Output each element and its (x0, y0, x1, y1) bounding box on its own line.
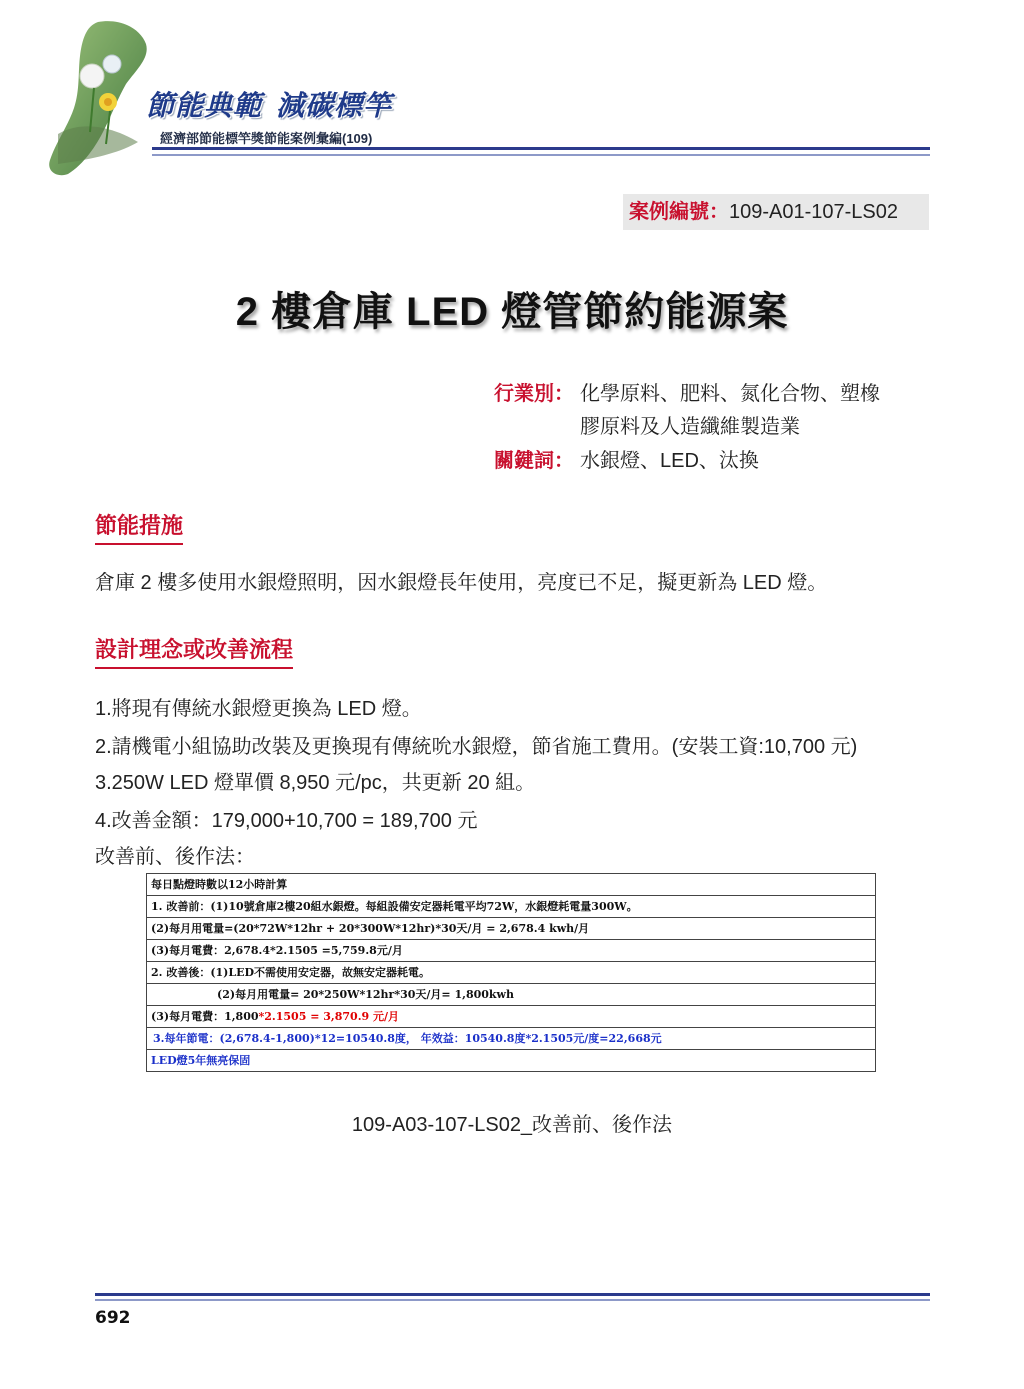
design-item-3: 3.250W LED 燈單價 8,950 元/pc，共更新 20 組。 (95, 772, 536, 794)
monthly-cost-after-highlight: *2.1505 = 3,870.9 元/月 (258, 1010, 400, 1023)
banner-title-part2: 減碳標竿 (276, 89, 393, 122)
table-cell: LED燈5年無亮保固 (147, 1050, 876, 1072)
table-row (147, 1006, 876, 1028)
industry-label: 行業別： (494, 383, 574, 405)
table-row (147, 874, 876, 896)
design-item-1: 1.將現有傳統水銀燈更換為 LED 燈。 (95, 698, 422, 720)
banner-title-part1: 節能典範 (146, 89, 263, 122)
case-number-label: 案例編號： (629, 201, 729, 223)
case-number-value: 109-A01-107-LS02 (729, 201, 899, 223)
table-cell: 2. 改善後：(1)LED不需使用安定器，故無安定器耗電。 (147, 962, 876, 984)
table-cell: 1. 改善前：(1)10號倉庫2樓20組水銀燈。每組設備安定器耗電平均72W，水銀燈耗電量300W。 (147, 896, 876, 918)
header-divider (152, 147, 930, 156)
table-row (147, 984, 876, 1006)
table-row (147, 962, 876, 984)
table-cell: 每日點燈時數以12小時計算 (147, 874, 876, 896)
table-cell: 3.每年節電：(2,678.4-1,800)*12=10540.8度， 年效益：10540.8度*2.1505元/度=22,668元 (147, 1028, 876, 1050)
industry-line-1: 化學原料、肥料、氮化合物、塑橡 (580, 383, 880, 405)
measures-text: 倉庫 2 樓多使用水銀燈照明，因水銀燈長年使用，亮度已不足，擬更新為 LED 燈。 (95, 572, 828, 594)
table-caption: 109-A03-107-LS02_改善前、後作法 (351, 1114, 673, 1136)
table-cell (147, 1006, 876, 1028)
banner-subtitle: 經濟部節能標竿獎節能案例彙編(109) (160, 131, 373, 146)
page-number: 692 (95, 1308, 131, 1328)
table-row (147, 940, 876, 962)
table-row (147, 1050, 876, 1072)
table-row (147, 896, 876, 918)
calculation-table (146, 873, 876, 1072)
industry-line-2: 膠原料及人造纖維製造業 (580, 416, 800, 438)
measures-heading: 節能措施 (95, 509, 183, 545)
case-number-box (623, 194, 929, 230)
banner-title (146, 84, 392, 124)
page-title: 2 樓倉庫 LED 燈管節約能源案 (235, 290, 789, 334)
footer-divider (95, 1293, 930, 1301)
design-heading: 設計理念或改善流程 (95, 633, 293, 669)
keywords-value: 水銀燈、LED、汰換 (580, 450, 759, 472)
design-item-2: 2.請機電小組協助改裝及更換現有傳統吮水銀燈，節省施工費用。(安裝工資:10,700 元) (95, 736, 858, 758)
table-cell: (2)每月用電量=(20*72W*12hr + 20*300W*12hr)*30天/月 = 2,678.4 kwh/月 (147, 918, 876, 940)
table-row (147, 918, 876, 940)
monthly-cost-after: (3)每月電費：1,800 (151, 1010, 259, 1023)
table-cell: (2)每月用電量= 20*250W*12hr*30天/月= 1,800kwh (147, 984, 876, 1006)
before-after-intro: 改善前、後作法： (95, 846, 255, 868)
design-item-4: 4.改善金額：179,000+10,700 = 189,700 元 (95, 810, 478, 832)
keywords-label: 關鍵詞： (494, 450, 574, 472)
table-row (147, 1028, 876, 1050)
table-cell: (3)每月電費：2,678.4*2.1505 =5,759.8元/月 (147, 940, 876, 962)
